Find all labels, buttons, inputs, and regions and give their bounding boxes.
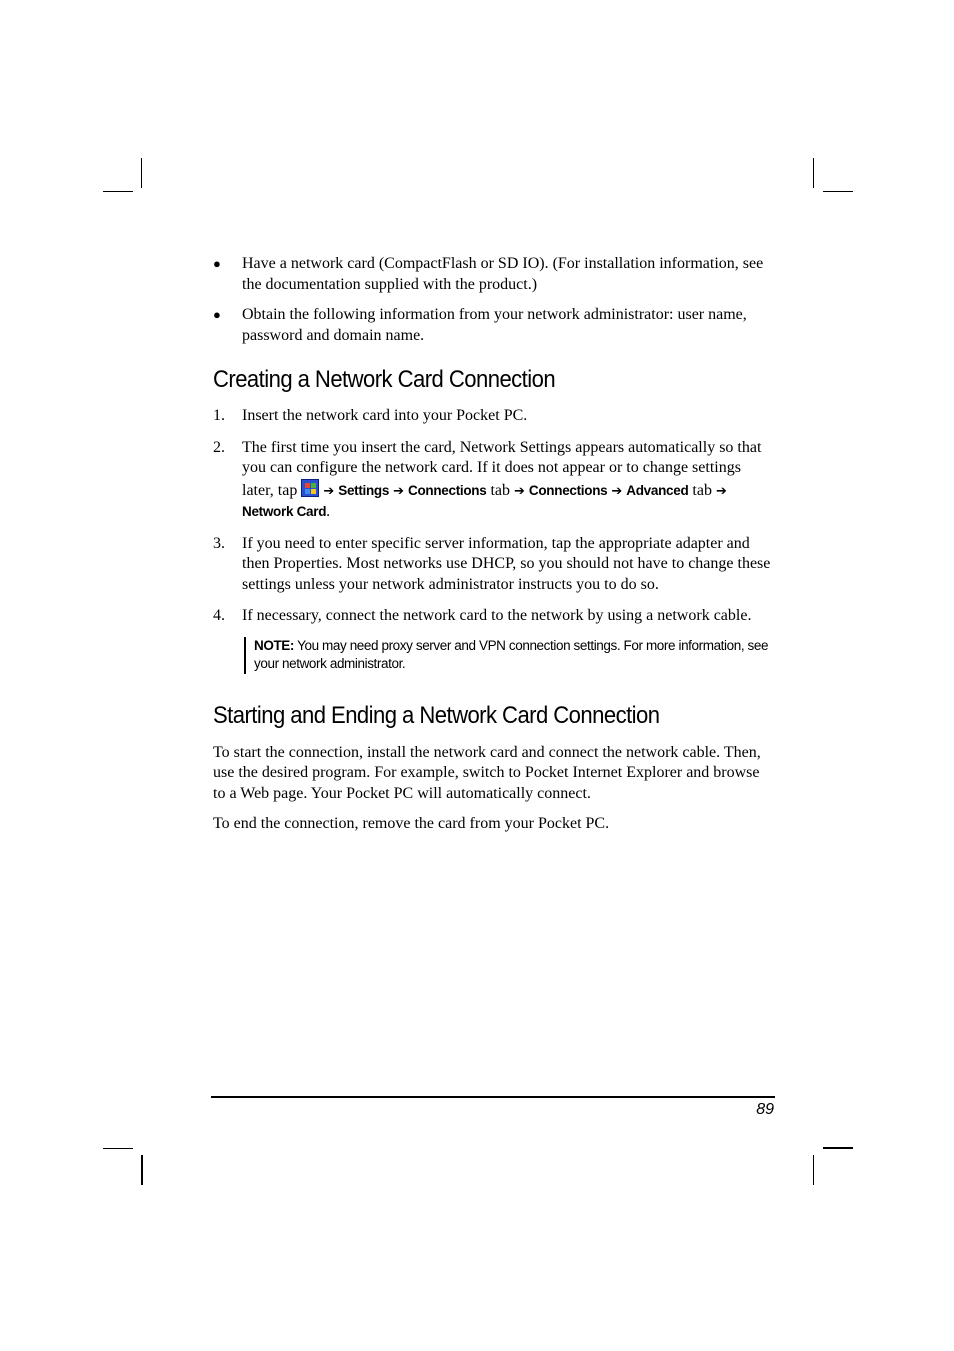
step-item (213, 406, 775, 427)
ui-label-settings: Settings (338, 482, 390, 498)
bullet-text: Have a network card (CompactFlash or SD IO). (For installation information, see the documentation supplied with the product.) (242, 255, 764, 293)
footer-rule (211, 1096, 775, 1098)
paragraph: To end the connection, remove the card from your Pocket PC. (213, 815, 610, 832)
step-number: 1. (213, 407, 225, 424)
section-heading: Creating a Network Card Connection (213, 366, 556, 393)
crop-mark (813, 1155, 814, 1185)
step-number: 2. (213, 438, 225, 456)
sentence-end: . (326, 503, 331, 520)
tab-word: tab (490, 481, 510, 499)
windows-start-icon (301, 479, 319, 497)
step-text: The first time you insert the card, Network Settings appears automatically so that you can configure the network card. If it does not appear or to change settings later, tap (242, 438, 762, 499)
step-item (213, 438, 775, 523)
crop-mark (103, 191, 133, 192)
note-box (244, 637, 775, 674)
arrow-icon: ➔ (715, 483, 727, 499)
ui-label-connections-tab: Connections (408, 482, 487, 498)
bullet-icon: ● (213, 256, 221, 271)
bullet-icon: ● (213, 307, 221, 322)
page-content (213, 254, 775, 845)
crop-mark (823, 1147, 853, 1149)
step-number: 3. (213, 534, 225, 552)
crop-mark (823, 191, 853, 192)
paragraph: To start the connection, install the network card and connect the network cable. Then, use the desired program. For example, switch to Pocket Internet Explorer and browse to a Web page. Your Pocket PC will automatically connect. (213, 743, 761, 802)
ui-label-advanced: Advanced (626, 482, 689, 498)
step-item (213, 606, 775, 627)
step-number: 4. (213, 607, 225, 624)
note-label: NOTE: (254, 637, 294, 653)
bullet-text: Obtain the following information from your network administrator: user name, password and domain name. (242, 306, 747, 344)
step-text: If necessary, connect the network card to the network by using a network cable. (242, 607, 752, 624)
arrow-icon: ➔ (393, 483, 404, 499)
crop-mark (141, 1155, 143, 1185)
arrow-icon: ➔ (611, 483, 623, 499)
arrow-icon: ➔ (514, 483, 525, 499)
arrow-icon: ➔ (323, 483, 335, 499)
tab-word: tab (692, 481, 712, 499)
list-item (213, 254, 775, 295)
step-item (213, 534, 775, 596)
list-item (213, 305, 775, 346)
ui-label-network-card: Network Card (242, 504, 327, 519)
step-text: If you need to enter specific server information, tap the appropriate adapter and then Properties. Most networks use DHCP, so you should not have to change these settings unless your network administrator instructs you to do so. (242, 534, 771, 593)
crop-mark (813, 158, 814, 188)
crop-mark (141, 158, 142, 188)
note-text: You may need proxy server and VPN connection settings. For more information, see your network administrator. (254, 637, 769, 671)
section-heading: Starting and Ending a Network Card Connection (213, 701, 660, 729)
ui-label-connections: Connections (528, 482, 608, 498)
page-number: 89 (756, 1101, 774, 1118)
step-text: Insert the network card into your Pocket PC. (242, 407, 528, 424)
crop-mark (103, 1148, 133, 1149)
